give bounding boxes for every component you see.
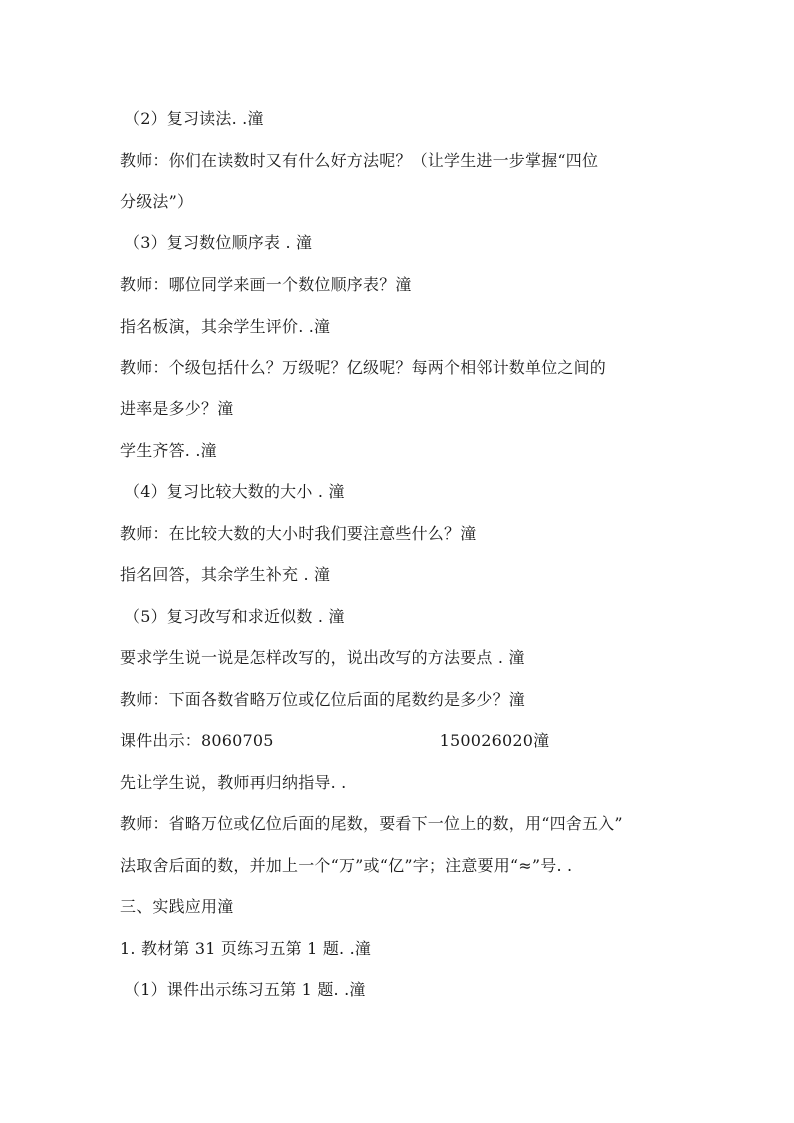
paragraph-line: 1. 教材第 31 页练习五第 1 题. .潼 (120, 939, 372, 958)
paragraph-line: 先让学生说，教师再归纳指导. . (120, 773, 347, 792)
section-heading-reading: （2）复习读法. .潼 (124, 109, 264, 128)
paragraph-line: 教师：省略万位或亿位后面的尾数，要看下一位上的数，用“四舍五入” (120, 814, 623, 833)
section-heading-comparing: （4）复习比较大数的大小 . 潼 (124, 482, 345, 501)
paragraph-line: 学生齐答. .潼 (120, 441, 217, 460)
paragraph-line: （1）课件出示练习五第 1 题. .潼 (124, 980, 366, 999)
paragraph-line: 教师：下面各数省略万位或亿位后面的尾数约是多少？潼 (120, 690, 526, 709)
paragraph-line: 教师：哪位同学来画一个数位顺序表？潼 (120, 275, 412, 294)
section-heading-practice: 三、实践应用潼 (120, 897, 234, 916)
paragraph-line: 指名板演，其余学生评价. .潼 (120, 317, 331, 336)
paragraph-line: 教师：你们在读数时又有什么好方法呢？（让学生进一步掌握“四位 (120, 151, 599, 170)
paragraph-line: 教师：个级包括什么？万级呢？亿级呢？每两个相邻计数单位之间的 (120, 358, 607, 377)
paragraph-line: 要求学生说一说是怎样改写的，说出改写的方法要点 . 潼 (120, 648, 525, 667)
courseware-value: 150026020潼 (439, 731, 550, 750)
paragraph-line: 分级法”） (120, 192, 194, 211)
courseware-label: 课件出示：8060705 (120, 731, 274, 750)
paragraph-line: 进率是多少？潼 (120, 399, 234, 418)
section-heading-rewriting: （5）复习改写和求近似数 . 潼 (124, 607, 345, 626)
paragraph-line: 教师：在比较大数的大小时我们要注意些什么？潼 (120, 524, 477, 543)
paragraph-line: 法取舍后面的数，并加上一个“万”或“亿”字；注意要用“≈”号. . (120, 856, 573, 875)
section-heading-place-value-table: （3）复习数位顺序表 . 潼 (124, 233, 313, 252)
courseware-line (120, 730, 549, 752)
paragraph-line: 指名回答，其余学生补充 . 潼 (120, 565, 331, 584)
